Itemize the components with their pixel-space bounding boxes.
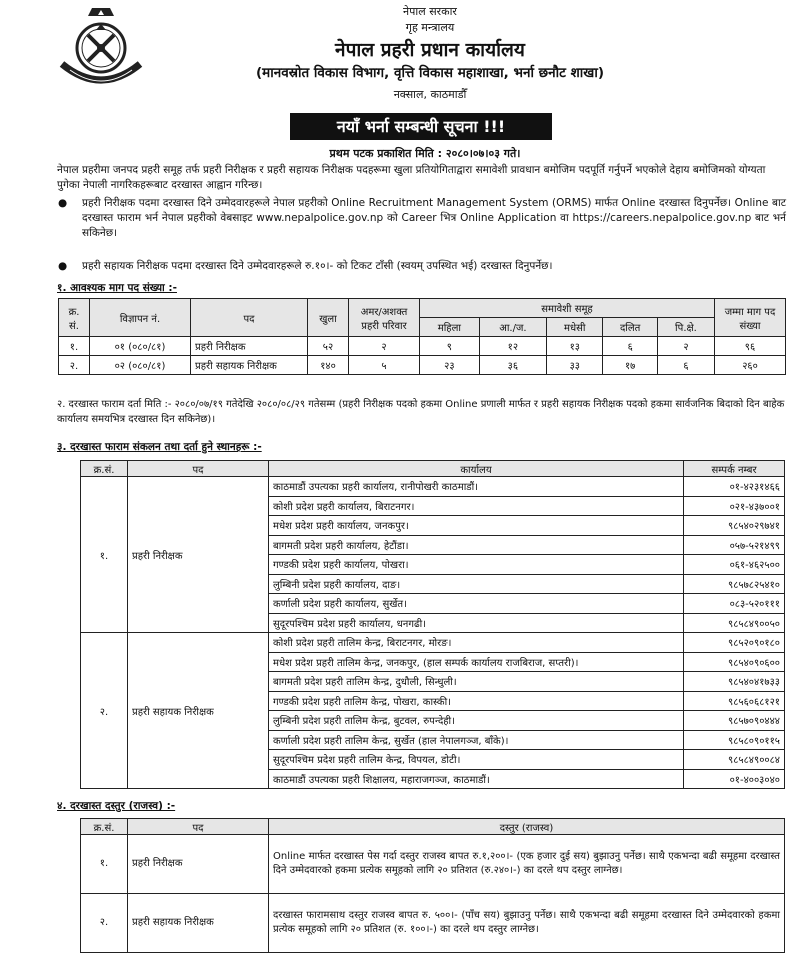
fee-table [80,818,785,953]
contact-number: ९८५८४९००८४ [684,750,785,770]
col-header: क्र. सं. [59,299,90,337]
office-name: मधेश प्रदेश प्रहरी तालिम केन्द्र, जनकपुर, (हाल सम्पर्क कार्यालय राजबिराज, सप्तरी)। [269,652,684,672]
office-name: गण्डकी प्रदेश प्रहरी तालिम केन्द्र, पोखरा, कास्की। [269,691,684,711]
contact-number: ०८३-५२०१११ [684,594,785,614]
row-sn: २. [81,633,128,789]
col-header: कार्यालय [269,461,684,477]
col-header: दस्तुर (राजस्व) [269,819,785,835]
contact-number: ९८५४०९०६०० [684,652,785,672]
nepal-police-emblem-icon [52,4,150,96]
col-header: सम्पर्क नम्बर [684,461,785,477]
bullet-dot-icon: ● [58,197,68,209]
table-row [81,477,785,497]
office-name: कर्णाली प्रदेश प्रहरी कार्यालय, सुर्खेत। [269,594,684,614]
contact-number: ९८५४०२९७४१ [684,516,785,536]
col-header: क्र.सं. [81,461,128,477]
contact-number: ९८५८०९०११५ [684,730,785,750]
table-row: २. प्रहरी सहायक निरीक्षक दरखास्त फारामसाथ दस्तुर राजस्व बापत रु. ५००।- (पाँच सय) बुझाउनु पर्नेछ। साथै एकभन्दा बढी समूहमा दरखास्त दिने उम्मेदवारको हकमा प्रत्येक समूहको लागि २० प्रतिशत (रु. १००।-) का दरले थप दस्तुर लाग्नेछ। [81,894,785,953]
bullet-item [60,259,786,274]
office-name: काठमाडौं उपत्यका प्रहरी कार्यालय, रानीपोखरी काठमाडौं। [269,477,684,497]
contact-number: ९८५७०९०४४४ [684,711,785,731]
col-header: पद [191,299,308,337]
row-sn: १. [81,477,128,633]
contact-number: ०१-४२३१४६६ [684,477,785,497]
registration-date-paragraph: २. दरखास्त फाराम दर्ता मिति :- २०८०/०७/१९ गतेदेखि २०८०/०८/२९ गतेसम्म (प्रहरी निरीक्षक पदको हकमा Online प्रणाली मार्फत र प्रहरी सहायक निरीक्षक पदको हकमा सार्वजनिक बिदाको दिन बाहेक कार्यालय समयभित्र दरखास्त दिन सकिनेछ)। [57,399,785,425]
office-name: काठमाडौं उपत्यका प्रहरी शिक्षालय, महाराजगञ्ज, काठमाडौं। [269,769,684,789]
col-header: अमर/अशक्त प्रहरी परिवार [349,299,420,337]
notice-banner: नयाँ भर्ना सम्बन्धी सूचना !!! [290,113,552,140]
section-title: १. आवश्यक माग पद संख्या :- [57,282,177,294]
table-row: १. ०१ (०८०/८१) प्रहरी निरीक्षक ५२ २ ९ १२ १३ ६ २ ९६ [59,337,786,356]
bullet-text: प्रहरी निरीक्षक पदमा दरखास्त दिने उम्मेदवारहरूले नेपाल प्रहरीको Online Recruitment Management System (ORMS) मार्फत Online दरखास्त दिनुपर्नेछ। Online बाट दरखास्त फाराम भर्न नेपाल प्रहरीको वेबसाइट www.nepalpolice.gov.np को Career भित्र Online Application वा https://careers.nepalpolice.gov.np बाट भर्न सकिनेछ। [82,197,786,239]
office-name: कर्णाली प्रदेश प्रहरी तालिम केन्द्र, सुर्खेत (हाल नेपालगञ्ज, बाँके)। [269,730,684,750]
sub-header: दलित [603,318,657,337]
contact-number: ९८५८४९००५० [684,613,785,633]
contact-number: ९८५७८२५४१० [684,574,785,594]
sub-header: आ./ज. [479,318,546,337]
office-name: सुदूरपश्चिम प्रदेश प्रहरी तालिम केन्द्र, विपयल, डोटी। [269,750,684,770]
contact-number: ०५७-५२१४९९ [684,535,785,555]
bullet-dot-icon: ● [58,260,68,272]
office-name: कोशी प्रदेश प्रहरी कार्यालय, बिराटनगर। [269,496,684,516]
table-row: २. ०२ (०८०/८१) प्रहरी सहायक निरीक्षक १४० ५ २३ ३६ ३३ १७ ६ २६० [59,356,786,375]
office-name: लुम्बिनी प्रदेश प्रहरी कार्यालय, दाङ। [269,574,684,594]
contact-number: ०२१-४३७००१ [684,496,785,516]
office-name: गण्डकी प्रदेश प्रहरी कार्यालय, पोखरा। [269,555,684,575]
table-row [81,633,785,653]
row-post: प्रहरी सहायक निरीक्षक [128,633,269,789]
sub-header: महिला [420,318,480,337]
ministry-line: गृह मन्त्रालय [405,21,455,34]
contact-number: ०१-४००३०४० [684,769,785,789]
section-title: ३. दरखास्त फाराम संकलन तथा दर्ता हुने स्थानहरू :- [57,441,262,453]
col-header: जम्मा माग पद संख्या [715,299,786,337]
office-name: लुम्बिनी प्रदेश प्रहरी तालिम केन्द्र, बुटवल, रुपन्देही। [269,711,684,731]
col-header: खुला [308,299,349,337]
contact-number: ९८५२०९०१८० [684,633,785,653]
address-line: नक्साल, काठमाडौँ [393,88,467,101]
section-title: ४. दरखास्त दस्तुर (राजस्व) :- [57,800,176,812]
col-header: क्र.सं. [81,819,128,835]
col-header: पद [128,461,269,477]
office-name: मधेश प्रदेश प्रहरी कार्यालय, जनकपुर। [269,516,684,536]
published-date: प्रथम पटक प्रकाशित मिति : २०८०।०७।०३ गते। [329,147,521,160]
collection-places-table [80,460,785,789]
office-name: कोशी प्रदेश प्रहरी तालिम केन्द्र, बिराटनगर, मोरङ। [269,633,684,653]
row-post: प्रहरी निरीक्षक [128,477,269,633]
contact-number: ०६१-४६२५०० [684,555,785,575]
office-name: बागमती प्रदेश प्रहरी तालिम केन्द्र, दुधौली, सिन्धुली। [269,672,684,692]
sub-header: मधेसी [547,318,603,337]
office-name: बागमती प्रदेश प्रहरी कार्यालय, हेटौंडा। [269,535,684,555]
table-row: १. प्रहरी निरीक्षक Online मार्फत दरखास्त पेस गर्दा दस्तुर राजस्व बापत रु.१,२००।- (एक हजार दुई सय) बुझाउनु पर्नेछ। साथै एकभन्दा बढी समूहमा दरखास्त दिने उम्मेदवारको हकमा प्रत्येक समूहको लागि २० प्रतिशत (रु.२४०।-) का दरले थप दस्तुर लाग्नेछ। [81,835,785,894]
bullet-item [60,196,786,241]
vacancy-table [58,298,786,375]
office-name: सुदूरपश्चिम प्रदेश प्रहरी कार्यालय, धनगढी। [269,613,684,633]
intro-paragraph: नेपाल प्रहरीमा जनपद प्रहरी समूह तर्फ प्रहरी निरीक्षक र प्रहरी सहायक निरीक्षक पदहरूमा खुला प्रतियोगिताद्वारा समावेशी प्रावधान बमोजिम पदपूर्ति गर्नुपर्ने भएकोले देहाय बमोजिमको योग्यता पुगेका नेपाली नागरिकहरूबाट दरखास्त आह्वान गरिन्छ। [57,164,766,191]
col-header: पद [128,819,269,835]
contact-number: ९८५४०४१७३३ [684,672,785,692]
office-title: नेपाल प्रहरी प्रधान कार्यालय [335,39,525,61]
sub-header: पि.क्षे. [657,318,714,337]
govt-line: नेपाल सरकार [403,5,457,18]
bullet-text: प्रहरी सहायक निरीक्षक पदमा दरखास्त दिने उम्मेदवारहरूले रु.१०।- को टिकट टाँसी (स्वयम् उपस्थित भई) दरखास्त दिनुपर्नेछ। [82,260,553,272]
col-header: समावेशी समूह [420,299,715,318]
contact-number: ९८५६०६८१२१ [684,691,785,711]
division-line: (मानवस्रोत विकास विभाग, वृत्ति विकास महाशाखा, भर्ना छनौट शाखा) [255,65,605,81]
col-header: विज्ञापन नं. [90,299,191,337]
